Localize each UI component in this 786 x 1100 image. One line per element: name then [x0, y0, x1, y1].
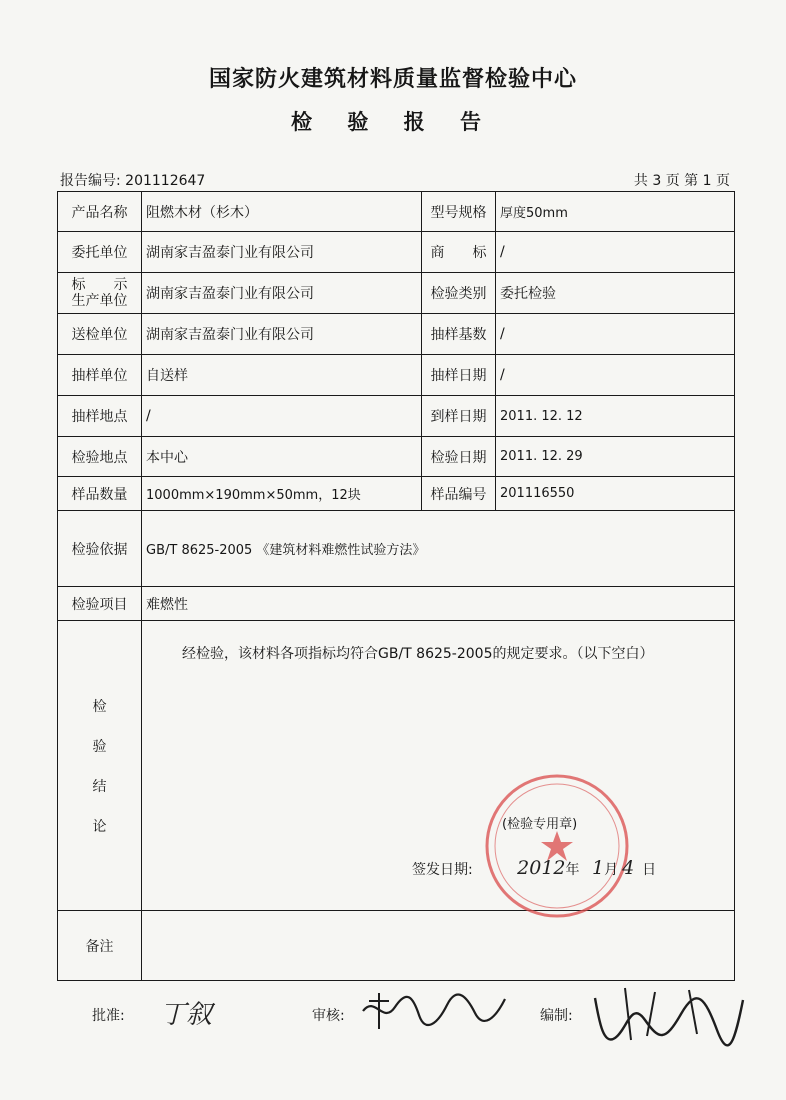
- product-name-value: 阻燃木材（杉木）: [142, 192, 422, 232]
- sample-base-label: 抽样基数: [422, 314, 496, 355]
- edit-signature: [585, 980, 750, 1055]
- conclusion-label-chars: [62, 696, 137, 836]
- conclusion-cell: [142, 621, 735, 911]
- inspection-type-value: 委托检验: [496, 273, 735, 314]
- sample-no-label: 样品编号: [422, 477, 496, 511]
- remarks-value: [142, 911, 735, 981]
- table-row: [58, 314, 735, 355]
- inspection-type-label: 检验类别: [422, 273, 496, 314]
- issue-month-unit: 月: [604, 862, 619, 878]
- arrival-date-label: 到样日期: [422, 396, 496, 437]
- inspection-place-label: 检验地点: [58, 437, 142, 477]
- manufacturer-label-line2: 生产单位: [71, 293, 128, 309]
- edit-label: 编制:: [540, 1008, 573, 1024]
- conclusion-label-char: 验: [92, 738, 107, 755]
- table-row: [58, 396, 735, 437]
- basis-label: 检验依据: [58, 511, 142, 587]
- table-row: [58, 232, 735, 273]
- basis-value: GB/T 8625-2005 《建筑材料难燃性试验方法》: [142, 511, 735, 587]
- review-signature-stroke: [369, 993, 389, 1029]
- conclusion-label-char: 论: [92, 818, 107, 835]
- product-name-label: 产品名称: [58, 192, 142, 232]
- sampling-unit-label: 抽样单位: [58, 355, 142, 396]
- issue-year-unit: 年: [565, 862, 580, 878]
- conclusion-label: [58, 621, 142, 911]
- remarks-label: 备注: [58, 911, 142, 981]
- table-row: [58, 273, 735, 314]
- table-row: [58, 621, 735, 911]
- table-row: [58, 437, 735, 477]
- table-row: [58, 192, 735, 232]
- review-label: 审核:: [312, 1008, 345, 1024]
- model-label: 型号规格: [422, 192, 496, 232]
- manufacturer-label: [58, 273, 142, 314]
- item-label: 检验项目: [58, 587, 142, 621]
- client-label: 委托单位: [58, 232, 142, 273]
- sampling-date-label: 抽样日期: [422, 355, 496, 396]
- client-value: 湖南家吉盈泰门业有限公司: [142, 232, 422, 273]
- sample-qty-value: 1000mm×190mm×50mm，12块: [142, 477, 422, 511]
- issue-date: [412, 857, 656, 879]
- inspection-place-value: 本中心: [142, 437, 422, 477]
- stamp-label: (检验专用章): [502, 817, 578, 832]
- inspection-date-label: 检验日期: [422, 437, 496, 477]
- table-row: [58, 355, 735, 396]
- table-row: [58, 587, 735, 621]
- submitter-label: 送检单位: [58, 314, 142, 355]
- table-row: [58, 911, 735, 981]
- report-table: [57, 191, 735, 981]
- issue-day: 4: [622, 857, 635, 879]
- manufacturer-value: 湖南家吉盈泰门业有限公司: [142, 273, 422, 314]
- approve-label: 批准:: [92, 1008, 125, 1024]
- manufacturer-label-line1: 标 示: [71, 277, 128, 293]
- table-row: [58, 511, 735, 587]
- report-number-value: 201112647: [125, 173, 206, 189]
- sample-qty-label: 样品数量: [58, 477, 142, 511]
- sampling-date-value: /: [496, 355, 735, 396]
- inspection-stamp-seal: [482, 771, 635, 921]
- model-value: 厚度50mm: [496, 192, 735, 232]
- review-signature: [355, 985, 515, 1035]
- trademark-value: /: [496, 232, 735, 273]
- sampling-unit-value: 自送样: [142, 355, 422, 396]
- report-number-label: 报告编号:: [60, 173, 121, 189]
- conclusion-label-char: 结: [92, 778, 107, 795]
- issue-year: 2012: [517, 857, 566, 879]
- sample-base-value: /: [496, 314, 735, 355]
- sampling-place-label: 抽样地点: [58, 396, 142, 437]
- org-title: 国家防火建筑材料质量监督检验中心: [208, 67, 577, 92]
- page-info: 共 3 页 第 1 页: [633, 173, 730, 189]
- report-number: [60, 170, 205, 190]
- inspection-date-value: 2011. 12. 29: [496, 437, 735, 477]
- issue-month: 1: [591, 857, 605, 879]
- edit-signature-stroke: [595, 998, 743, 1045]
- document-title: 检 验 报 告: [291, 110, 495, 134]
- issue-day-unit: 日: [642, 862, 657, 878]
- trademark-label: 商 标: [422, 232, 496, 273]
- conclusion-label-char: 检: [92, 698, 107, 715]
- submitter-value: 湖南家吉盈泰门业有限公司: [142, 314, 422, 355]
- item-value: 难燃性: [142, 587, 735, 621]
- arrival-date-value: 2011. 12. 12: [496, 396, 735, 437]
- conclusion-text: 经检验，该材料各项指标均符合GB/T 8625-2005的规定要求。（以下空白）: [182, 646, 654, 662]
- review-signature-stroke: [363, 995, 505, 1026]
- issue-date-label: 签发日期:: [412, 862, 473, 878]
- approve-signature: 丁叙: [160, 1000, 213, 1030]
- sampling-place-value: /: [142, 396, 422, 437]
- table-row: [58, 477, 735, 511]
- sample-no-value: 201116550: [496, 477, 735, 511]
